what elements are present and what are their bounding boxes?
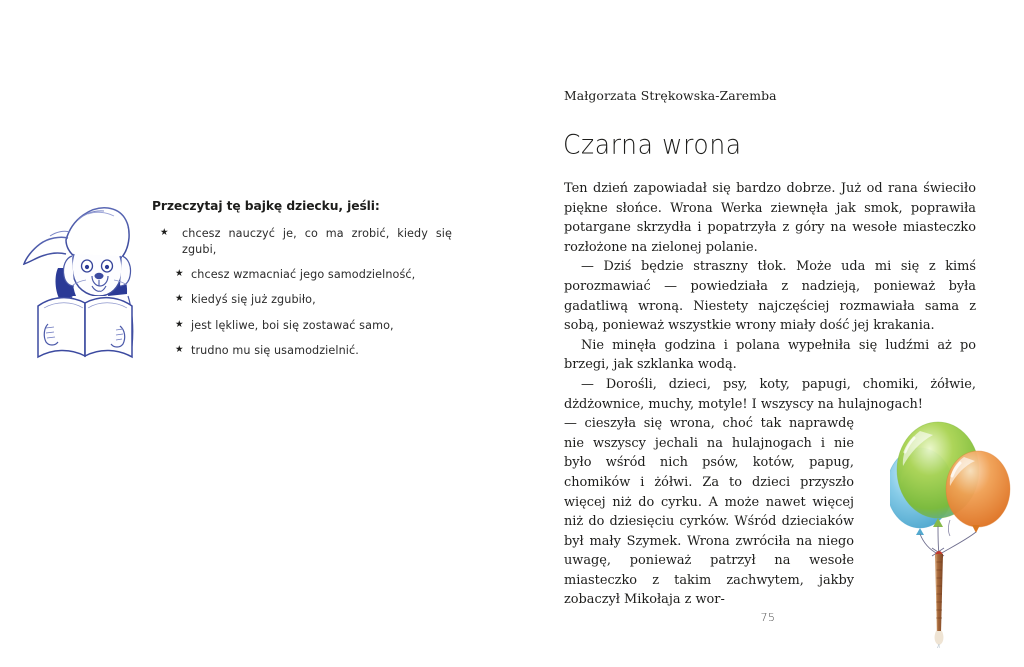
checklist-block <box>152 199 452 368</box>
list-item-label: chcesz nauczyć je, co ma zrobić, kiedy się zgubi, <box>182 226 452 256</box>
list-item <box>152 318 452 334</box>
list-item <box>152 267 452 283</box>
list-item-label: jest lękliwe, boi się zostawać samo, <box>191 318 394 332</box>
page-title: Czarna wrona <box>563 129 742 160</box>
page-number: 75 <box>760 611 776 624</box>
paragraph: Nie minęła godzina i polana wypełniła się ludźmi aż po brzegi, jak szklanka wodą. <box>564 337 976 373</box>
dog-in-nightcap-reading-book-illustration <box>22 196 167 364</box>
right-page <box>512 0 1024 667</box>
paragraph: — Dorośli, dzieci, psy, koty, papugi, chomiki, żółwie, dżdżownice, muchy, motyle! I wszyscy na hulajnogach! <box>564 376 976 412</box>
paragraph: — Dziś będzie straszny tłok. Może uda mi się z kimś porozmawiać — powiedziała z nadzieją, ponieważ była gadatliwą wroną. Niestety najczęściej rozmawiała sama z sobą, ponieważ wszystkie wrony miały dość jej krakania. <box>564 259 976 334</box>
list-item <box>152 292 452 308</box>
list-item <box>152 343 452 359</box>
checklist <box>152 226 452 359</box>
list-item-label: chcesz wzmacniać jego samodzielność, <box>191 268 416 282</box>
star-icon: ★ <box>175 318 184 330</box>
list-item-label: trudno mu się usamodzielnić. <box>191 343 359 357</box>
star-icon: ★ <box>160 226 169 238</box>
list-item <box>152 226 452 258</box>
paragraph: Ten dzień zapowiadał się bardzo dobrze. Już od rana świeciło piękne słońce. Wrona Werka ziewnęła jak smok, poprawiła potargane skrzydła i popatrzyła z góry na wesołe miasteczko rozłożone na zielonej polanie. <box>564 181 976 255</box>
checklist-heading: Przeczytaj tę bajkę dziecku, jeśli: <box>152 199 380 213</box>
star-icon: ★ <box>175 343 184 355</box>
author-name: Małgorzata Strękowska-Zaremba <box>564 88 777 103</box>
list-item-label: kiedyś się już zgubiło, <box>191 293 316 307</box>
star-icon: ★ <box>175 293 184 305</box>
paragraph: — cieszyła się wrona, choć tak naprawdę nie wszyscy jechali na hulajnogach i nie było wśród nich psów, kotów, papug, chomików i żółwi. Za to dzieci przyszło więcej niż do cyrku. A może nawet więcej niż do dziesięciu cyrków. Wśród dzieciaków był mały Szymek. Wrona zwróciła na niego uwagę, ponieważ patrzył na wesołe miasteczko z takim zachwytem, jakby zobaczył Mikołaja z wor- <box>564 416 854 608</box>
star-icon: ★ <box>175 268 184 280</box>
